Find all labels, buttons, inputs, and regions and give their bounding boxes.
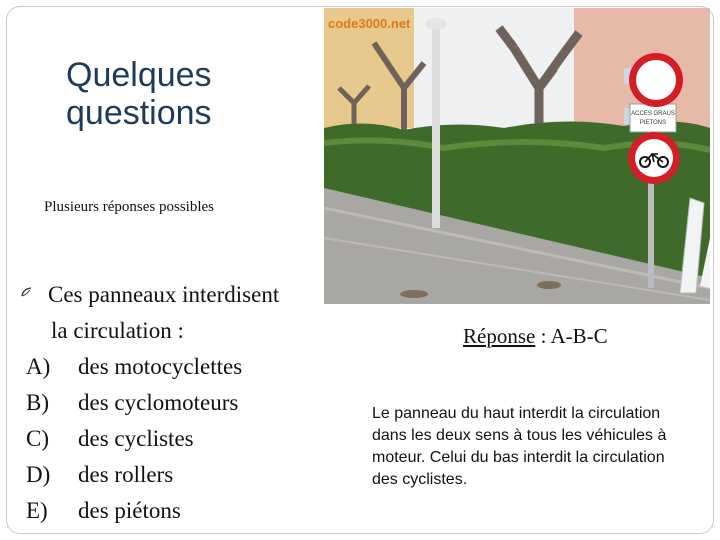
option-letter: A) xyxy=(26,354,51,379)
option-e[interactable] xyxy=(20,493,330,529)
question-line-1 xyxy=(20,277,330,313)
photo-watermark: code3000.net xyxy=(328,16,411,31)
no-bicycles-sign xyxy=(628,132,680,184)
answer-value: A-B-C xyxy=(550,324,608,348)
option-d[interactable] xyxy=(20,457,330,493)
bullet-icon xyxy=(20,286,32,298)
option-letter: E) xyxy=(26,498,48,523)
answer-label: Réponse xyxy=(463,324,536,348)
question-text: Ces panneaux interdisent xyxy=(48,282,280,307)
answer-line xyxy=(463,324,608,349)
info-plate-text-1: ACCES GRAUS xyxy=(631,111,675,117)
option-letter: C) xyxy=(26,426,49,451)
option-c[interactable] xyxy=(20,421,330,457)
option-text: des cyclomoteurs xyxy=(78,390,239,415)
info-plate-text-2: PIETONS xyxy=(639,120,667,126)
option-letter: D) xyxy=(26,462,51,487)
option-b[interactable] xyxy=(20,385,330,421)
option-text: des rollers xyxy=(78,462,174,487)
option-a[interactable] xyxy=(20,349,330,385)
explanation-text: Le panneau du haut interdit la circulation dans les deux sens à tous les véhicules à moteur. Celui du bas interdit la circulation des cyclistes. xyxy=(372,405,667,488)
option-text: des motocyclettes xyxy=(78,354,243,379)
question-line-2: la circulation : xyxy=(51,318,184,343)
option-text: des cyclistes xyxy=(78,426,194,451)
slide-subtitle: Plusieurs réponses possibles xyxy=(44,199,214,215)
lamp-post xyxy=(432,28,440,228)
info-plate xyxy=(630,104,676,132)
slide-title: Quelques questions xyxy=(66,56,212,132)
option-letter: B) xyxy=(26,390,49,415)
answer-separator: : xyxy=(535,324,551,348)
no-motor-vehicles-sign xyxy=(629,53,683,107)
question-block xyxy=(20,277,330,529)
road-signs-photo xyxy=(324,8,710,304)
option-text: des piétons xyxy=(78,498,181,523)
